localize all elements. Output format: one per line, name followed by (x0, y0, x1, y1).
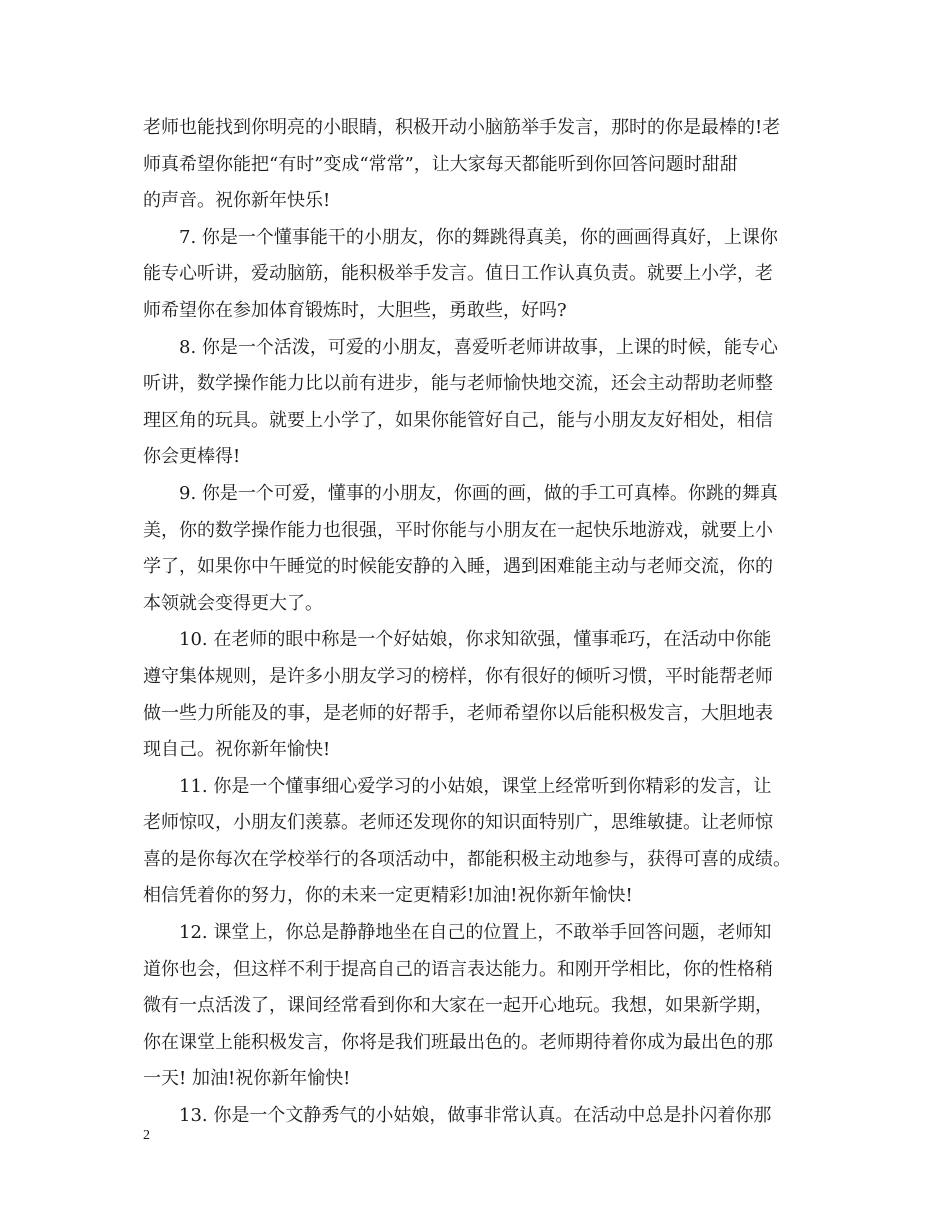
text-line: 13. 你是一个文静秀气的小姑娘，做事非常认真。在活动中总是扑闪着你那 (179, 1105, 772, 1127)
text-line: 11. 你是一个懂事细心爱学习的小姑娘，课堂上经常听到你精彩的发言，让 (179, 775, 772, 797)
text-line: 你会更棒得! (143, 446, 241, 468)
text-line: 一天! 加油!祝你新年愉快! (143, 1068, 351, 1090)
text-line: 老师惊叹，小朋友们羡慕。老师还发现你的知识面特别广，思维敏捷。让老师惊 (143, 812, 773, 834)
text-line: 9. 你是一个可爱，懂事的小朋友，你画的画，做的手工可真棒。你跳的舞真 (179, 482, 778, 504)
text-line: 8. 你是一个活泼，可爱的小朋友，喜爱听老师讲故事，上课的时候，能专心 (179, 336, 778, 358)
document-body (143, 110, 825, 1135)
text-line: 师真希望你能把“有时”变成“常常”，让大家每天都能听到你回答问题时甜甜 (143, 153, 738, 175)
text-line: 7. 你是一个懂事能干的小朋友，你的舞跳得真美，你的画画得真好，上课你 (179, 226, 778, 248)
text-line: 学了，如果你中午睡觉的时候能安静的入睡，遇到困难能主动与老师交流，你的 (143, 556, 773, 578)
text-line: 10. 在老师的眼中称是一个好姑娘，你求知欲强，懂事乖巧，在活动中你能 (179, 629, 772, 651)
text-line: 相信凭着你的努力，你的未来一定更精彩!加油!祝你新年愉快! (143, 885, 633, 907)
text-line: 喜的是你每次在学校举行的各项活动中，都能积极主动地参与，获得可喜的成绩。 (143, 848, 791, 870)
text-line: 做一些力所能及的事，是老师的好帮手，老师希望你以后能积极发言，大胆地表 (143, 702, 773, 724)
text-line: 能专心听讲，爱动脑筋，能积极举手发言。值日工作认真负责。就要上小学，老 (143, 263, 773, 285)
text-line: 微有一点活泼了，课间经常看到你和大家在一起开心地玩。我想，如果新学期， (143, 995, 773, 1017)
text-line: 老师也能找到你明亮的小眼睛，积极开动小脑筋举手发言，那时的你是最棒的!老 (143, 117, 781, 138)
text-line: 理区角的玩具。就要上小学了，如果你能管好自己，能与小朋友友好相处，相信 (143, 409, 773, 431)
text-line: 12. 课堂上，你总是静静地坐在自己的位置上，不敢举手回答问题，老师知 (179, 922, 772, 944)
text-line: 美，你的数学操作能力也很强，平时你能与小朋友在一起快乐地游戏，就要上小 (143, 519, 773, 541)
text-line: 现自己。祝你新年愉快! (143, 739, 331, 761)
text-line: 遵守集体规则，是许多小朋友学习的榜样，你有很好的倾听习惯，平时能帮老师 (143, 665, 773, 687)
text-line: 听讲，数学操作能力比以前有进步，能与老师愉快地交流，还会主动帮助老师整 (143, 373, 773, 395)
text-line: 本领就会变得更大了。 (143, 592, 323, 614)
text-line: 的声音。祝你新年快乐! (143, 190, 331, 212)
text-line: 你在课堂上能积极发言，你将是我们班最出色的。老师期待着你成为最出色的那 (143, 1031, 773, 1053)
page-number: 2 (143, 1128, 150, 1143)
text-line: 道你也会，但这样不利于提高自己的语言表达能力。和刚开学相比，你的性格稍 (143, 958, 773, 980)
text-line: 师希望你在参加体育锻炼时，大胆些，勇敢些，好吗? (143, 299, 567, 321)
